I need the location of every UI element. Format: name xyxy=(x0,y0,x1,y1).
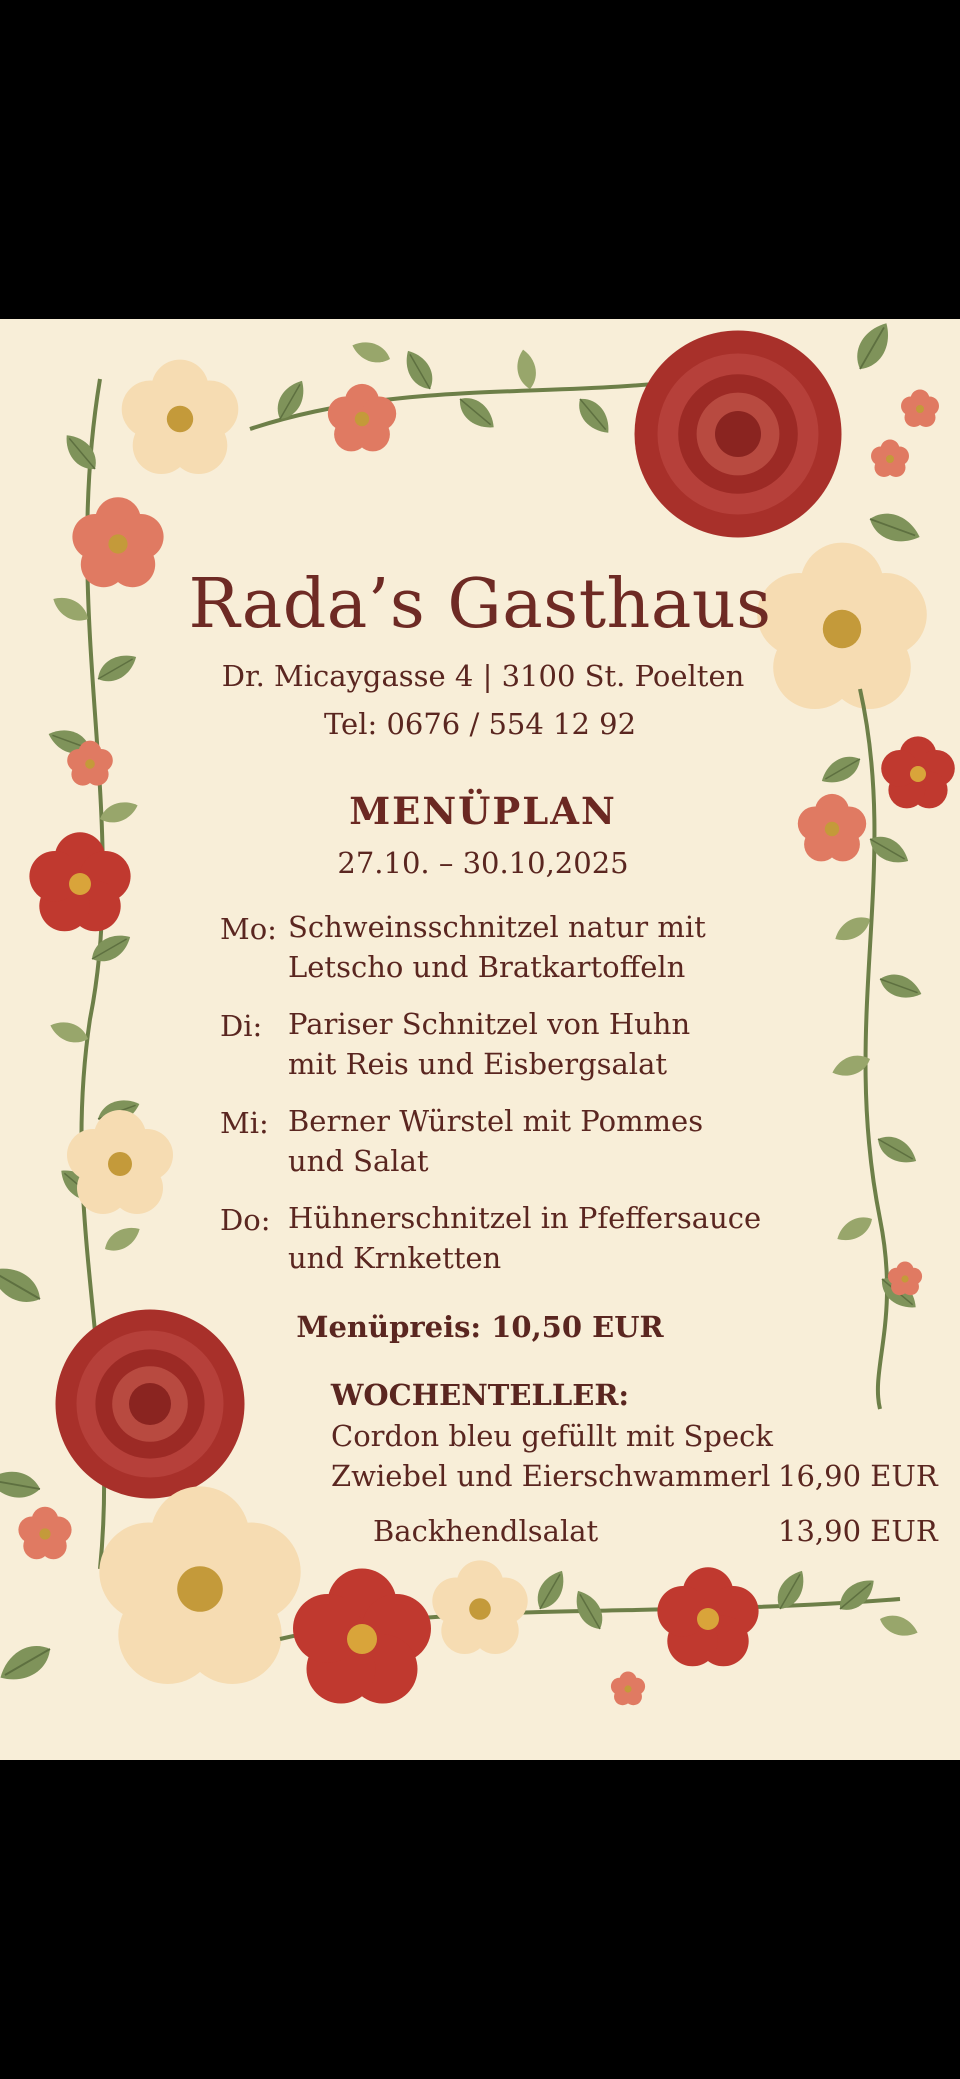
dish-line: Letscho und Bratkartoffeln xyxy=(288,950,686,984)
dish-line: Berner Würstel mit Pommes xyxy=(288,1104,704,1138)
menu-heading: MENÜPLAN xyxy=(349,789,617,833)
day-label: Di: xyxy=(220,1009,263,1043)
wochenteller-item-price: 13,90 EUR xyxy=(778,1514,938,1548)
dish-line: Pariser Schnitzel von Huhn xyxy=(288,1007,691,1041)
restaurant-name: Rada’s Gasthaus xyxy=(188,565,772,644)
menu-price: Menüpreis: 10,50 EUR xyxy=(296,1310,664,1344)
restaurant-address: Dr. Micaygasse 4 | 3100 St. Poelten xyxy=(221,659,745,693)
dish-line: mit Reis und Eisbergsalat xyxy=(288,1047,668,1081)
wochenteller-heading: WOCHENTELLER: xyxy=(330,1378,630,1412)
dish-line: und Krnketten xyxy=(288,1241,502,1275)
wochenteller-item-price: 16,90 EUR xyxy=(778,1459,938,1493)
wochenteller-item-line: Cordon bleu gefüllt mit Speck xyxy=(331,1419,773,1453)
day-label: Do: xyxy=(220,1203,271,1237)
wochenteller-item-line: Zwiebel und Eierschwammerl xyxy=(331,1459,771,1493)
wochenteller-item-line: Backhendlsalat xyxy=(373,1514,599,1548)
day-label: Mi: xyxy=(220,1106,269,1140)
restaurant-phone: Tel: 0676 / 554 12 92 xyxy=(323,707,637,741)
dish-line: Schweinsschnitzel natur mit xyxy=(288,910,706,944)
menu-card xyxy=(0,319,960,1760)
dish-line: und Salat xyxy=(288,1144,429,1178)
menu-dates: 27.10. – 30.10,2025 xyxy=(337,846,629,880)
dish-line: Hühnerschnitzel in Pfeffersauce xyxy=(288,1201,762,1235)
day-label: Mo: xyxy=(220,912,277,946)
